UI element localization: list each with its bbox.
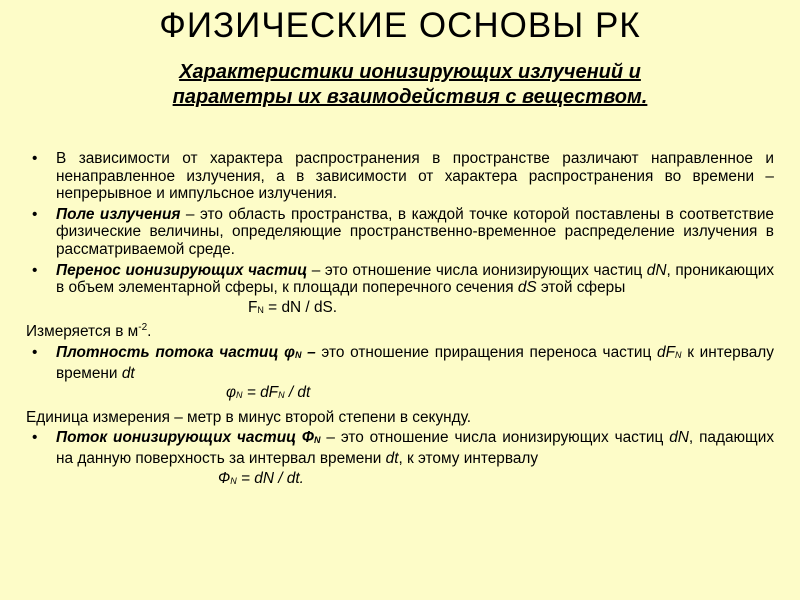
- bullet-icon: •: [32, 343, 38, 361]
- measure-unit-line: [26, 323, 774, 341]
- formula-middle: = dF: [242, 384, 279, 402]
- unit-line: Единица измерения – метр в минус второй степени в секунду.: [26, 408, 472, 426]
- paragraph-particle-transfer: [26, 262, 774, 320]
- formula-end: / dt: [284, 384, 311, 402]
- var-dF-subscript: N: [674, 349, 682, 360]
- term-particle-flux-text: Поток ионизирующих частиц Ф: [56, 429, 314, 447]
- bullet-icon: •: [32, 429, 38, 447]
- subtitle-line-2: параметры их взаимодействия с веществом.: [172, 86, 648, 108]
- formula-symbol-F: F: [248, 298, 258, 316]
- formula-particle-flux: [56, 470, 774, 491]
- measure-text: Измеряется в м: [26, 323, 139, 341]
- formula-expression: = dN / dt.: [236, 469, 304, 487]
- formula-subscript-2: N: [278, 390, 285, 401]
- slide-title: ФИЗИЧЕСКИЕ ОСНОВЫ РК: [159, 6, 641, 45]
- formula-transfer: [56, 299, 774, 320]
- formula-flux-density: [56, 384, 774, 405]
- measure-end: .: [147, 323, 152, 341]
- term-particle-transfer: Перенос ионизирующих частиц: [56, 261, 308, 279]
- formula-expression: = dN / dS.: [263, 298, 338, 316]
- slide-subtitle: [60, 60, 760, 110]
- bullet-icon: •: [32, 150, 38, 167]
- paragraph-radiation-field: [26, 206, 774, 259]
- paragraph-text-a: – это отношение числа ионизирующих частиц: [320, 429, 670, 447]
- paragraph-text-b: , проникающих в объем элементарной сферы, к площади поперечного сечения: [56, 261, 775, 297]
- term-dash: –: [301, 343, 316, 361]
- term-subscript: N: [294, 349, 302, 360]
- var-dN: dN: [646, 261, 667, 279]
- paragraph-particle-flux: [26, 429, 774, 490]
- term-radiation-field: Поле излучения: [56, 205, 181, 223]
- subtitle-line-1: Характеристики ионизирующих излучений и: [179, 61, 641, 83]
- formula-subscript: N: [257, 304, 264, 315]
- term-particle-flux: [56, 429, 320, 446]
- paragraph-text-a: – это отношение числа ионизирующих частиц: [307, 261, 647, 279]
- var-dt: dt: [385, 449, 399, 467]
- paragraph-text: – это область пространства, в каждой точке которой поставлены в соответствие физические величины, определяющие пространственно-временное распределение излучения в рассматриваемой среде.: [56, 205, 774, 258]
- bullet-icon: •: [32, 261, 38, 279]
- var-dN: dN: [669, 429, 689, 447]
- var-dt: dt: [121, 364, 135, 382]
- var-dS: dS: [517, 279, 537, 297]
- term-flux-density: [56, 344, 316, 361]
- formula-subscript-1: N: [236, 390, 243, 401]
- slide-body: [26, 150, 774, 494]
- bullet-icon: •: [32, 205, 38, 223]
- term-subscript: N: [313, 435, 321, 446]
- formula-symbol-Phi: Ф: [218, 469, 231, 487]
- measure-exponent: -2: [138, 322, 148, 334]
- paragraph-text-c: , к этому интервалу: [398, 449, 539, 467]
- formula-subscript: N: [230, 475, 237, 486]
- paragraph-flux-density: [26, 344, 774, 405]
- term-flux-density-text: Плотность потока частиц φ: [56, 343, 295, 361]
- paragraph-text-b: к интервалу времени: [56, 343, 774, 382]
- formula-symbol-phi: φ: [226, 384, 237, 402]
- paragraph-text: В зависимости от характера распространения в пространстве различают направленное и ненаправленное излучения, а в зависимости от характера распространения во времени – непрерывное и импульсное излучения.: [56, 150, 774, 203]
- paragraph-text-b: , падающих на данную поверхность за интервал времени: [56, 429, 775, 467]
- paragraph-text-a: это отношение приращения переноса частиц: [315, 343, 658, 361]
- paragraph-text-c: этой сферы: [536, 279, 626, 297]
- paragraph-radiation-types: [26, 150, 774, 203]
- var-dF: dF: [657, 343, 675, 361]
